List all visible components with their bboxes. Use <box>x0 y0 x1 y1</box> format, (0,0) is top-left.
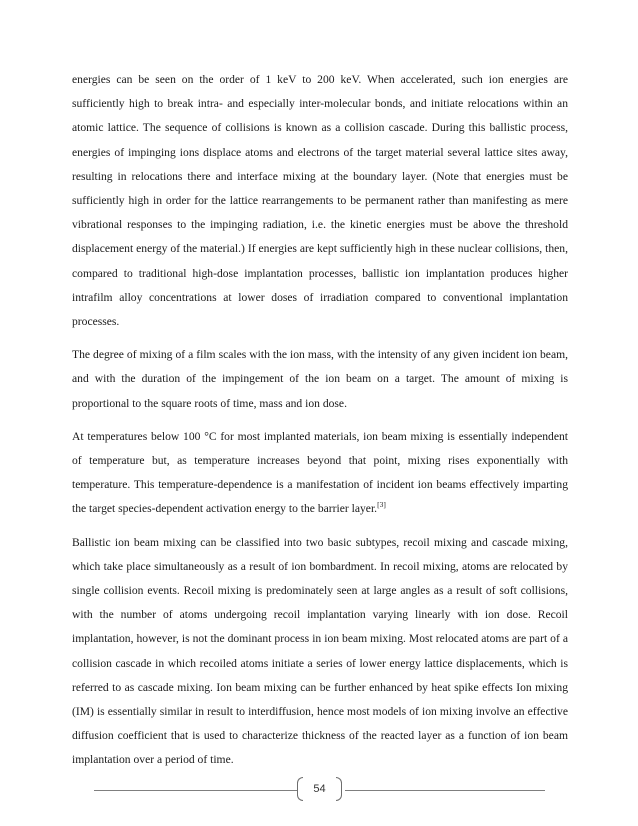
footer-rule-left <box>94 790 297 791</box>
paragraph-collision-cascade <box>72 68 568 334</box>
page-number-bracket-right <box>336 777 342 801</box>
page-number: 54 <box>313 783 326 795</box>
paragraph-text: At temperatures below 100 °C for most implanted materials, ion beam mixing is essentially independent of temperature but, as temperature increases beyond that point, mixing rises exponentially with temperature. This temperature-dependence is a manifestation of incident ion beams effectively imparting the target species-dependent activation energy to the barrier layer. <box>72 429 568 516</box>
paragraph-text: energies can be seen on the order of 1 keV to 200 keV. When accelerated, such ion energies are sufficiently high to break intra- and especially inter-molecular bonds, and initiate relocations within an atomic lattice. The sequence of collisions is known as a collision cascade. During this ballistic process, energies of impinging ions displace atoms and electrons of the target material several lattice sites away, resulting in relocations there and interface mixing at the boundary layer. (Note that energies must be sufficiently high in order for the lattice rearrangements to be permanent rather than manifesting as mere vibrational responses to the impinging radiation, i.e. the kinetic energies must be above the threshold displacement energy of the material.) If energies are kept sufficiently high in these nuclear collisions, then, compared to traditional high-dose implantation processes, ballistic ion implantation produces higher intrafilm alloy concentrations at lower doses of irradiation compared to conventional implantation processes. <box>72 73 568 329</box>
paragraph-text: The degree of mixing of a film scales with the ion mass, with the intensity of any given incident ion beam, and with the duration of the impingement of the ion beam on a target. The amount of mixing is proportional to the square roots of time, mass and ion dose. <box>72 348 568 410</box>
paragraph-temperature-dependence <box>72 425 568 522</box>
paragraph-degree-of-mixing <box>72 343 568 416</box>
page-body <box>72 68 568 782</box>
page-footer <box>0 773 638 803</box>
paragraph-text: Ballistic ion beam mixing can be classified into two basic subtypes, recoil mixing and cascade mixing, which take place simultaneously as a result of ion bombardment. In recoil mixing, atoms are relocated by single collision events. Recoil mixing is predominately seen at large angles as a result of soft collisions, with the number of atoms undergoing recoil implantation varying linearly with ion dose. Recoil implantation, however, is not the dominant process in ion beam mixing. Most relocated atoms are part of a collision cascade in which recoiled atoms initiate a series of lower energy lattice displacements, which is referred to as cascade mixing. Ion beam mixing can be further enhanced by heat spike effects Ion mixing (IM) is essentially similar in result to interdiffusion, hence most models of ion mixing involve an effective diffusion coefficient that is used to characterize thickness of the reacted layer as a function of ion beam implantation over a period of time. <box>72 535 568 767</box>
footer-rule-right <box>345 790 545 791</box>
citation-reference[interactable]: [3] <box>377 500 386 510</box>
paragraph-ballistic-mixing-subtypes <box>72 531 568 773</box>
